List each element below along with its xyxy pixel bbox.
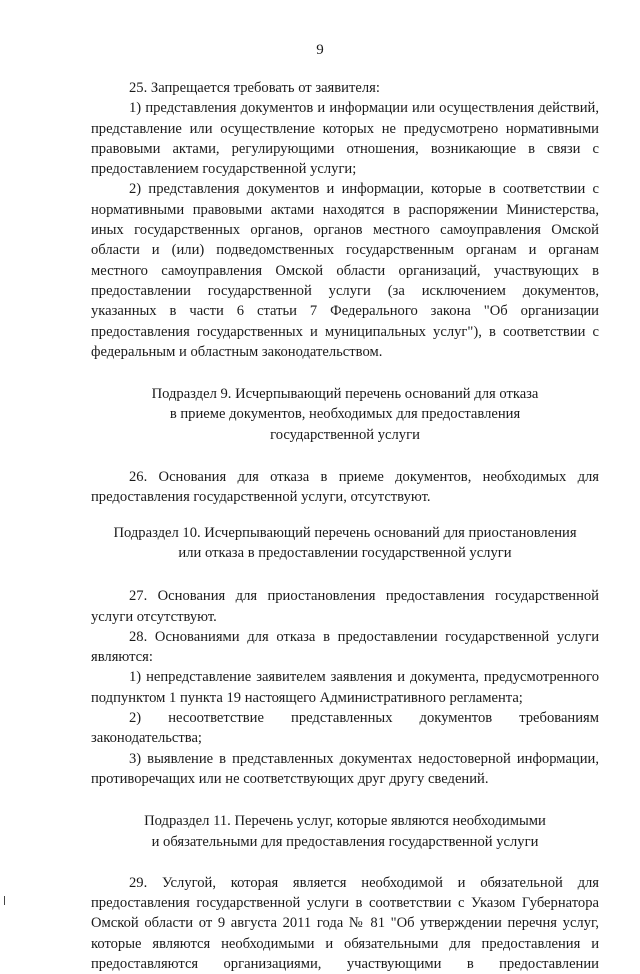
subsection-11-heading: Подраздел 11. Перечень услуг, которые являются необходимыми и обязательными для предоставления государственной услуги (144, 813, 546, 850)
document-body (91, 78, 599, 974)
paragraph-29: 29. Услугой, которая является необходимой и обязательной для предоставления государственной услуги в соответствии с Указом Губернатора Омской области от 9 августа 2011 года № 81 "Об утверждении перечня услуг, которые являются необходимыми и обязательными для предоставления и предоставляются организациями, участвующими в предоставлении (91, 874, 599, 972)
paragraph-25-intro: 25. Запрещается требовать от заявителя: (129, 80, 380, 96)
paragraph-27: 27. Основания для приостановления предоставления государственной услуги отсутствуют. (91, 588, 599, 625)
paragraph-28-item-1: 1) непредставление заявителем заявления и документа, предусмотренного подпунктом 1 пункта 19 настоящего Административного регламента; (91, 669, 599, 706)
paragraph-28-item-3: 3) выявление в представленных документах недостоверной информации, противоречащих или не соответствующих друг другу сведений. (91, 750, 599, 787)
page-number: 9 (316, 42, 324, 58)
subsection-9-heading: Подраздел 9. Исчерпывающий перечень оснований для отказа в приеме документов, необходимых для предоставления государственной услуги (151, 386, 539, 443)
paragraph-25-item-2: 2) представления документов и информации, которые в соответствии с нормативными правовыми актами находятся в распоряжении Министерства, иных государственных органов, органов местного самоуправления Омской области и (или) подведомственных государственным органам и органам местного самоуправления Омской области организаций, участвующих в предоставлении государственной услуги (за исключением документов, указанных в части 6 статьи 7 Федерального закона "Об организации предоставления государственных и муниципальных услуг"), в соответствии с федеральным и областным законодательством. (91, 181, 599, 360)
paragraph-28-intro: 28. Основаниями для отказа в предоставлении государственной услуги являются: (91, 628, 599, 666)
scan-edge-mark (4, 896, 5, 905)
subsection-10-heading: Подраздел 10. Исчерпывающий перечень оснований для приостановления или отказа в предоставлении государственной услуги (113, 524, 577, 561)
paragraph-26: 26. Основания для отказа в приеме документов, необходимых для предоставления государственной услуги, отсутствуют. (91, 469, 599, 506)
paragraph-25-item-1: 1) представления документов и информации или осуществления действий, представление или осуществление которых не предусмотрено нормативными правовыми актами, регулирующими отношения, возникающие в связи с предоставлением государственной услуги; (91, 100, 599, 178)
paragraph-28-item-2: 2) несоответствие представленных документов требованиям законодательства; (91, 710, 599, 747)
